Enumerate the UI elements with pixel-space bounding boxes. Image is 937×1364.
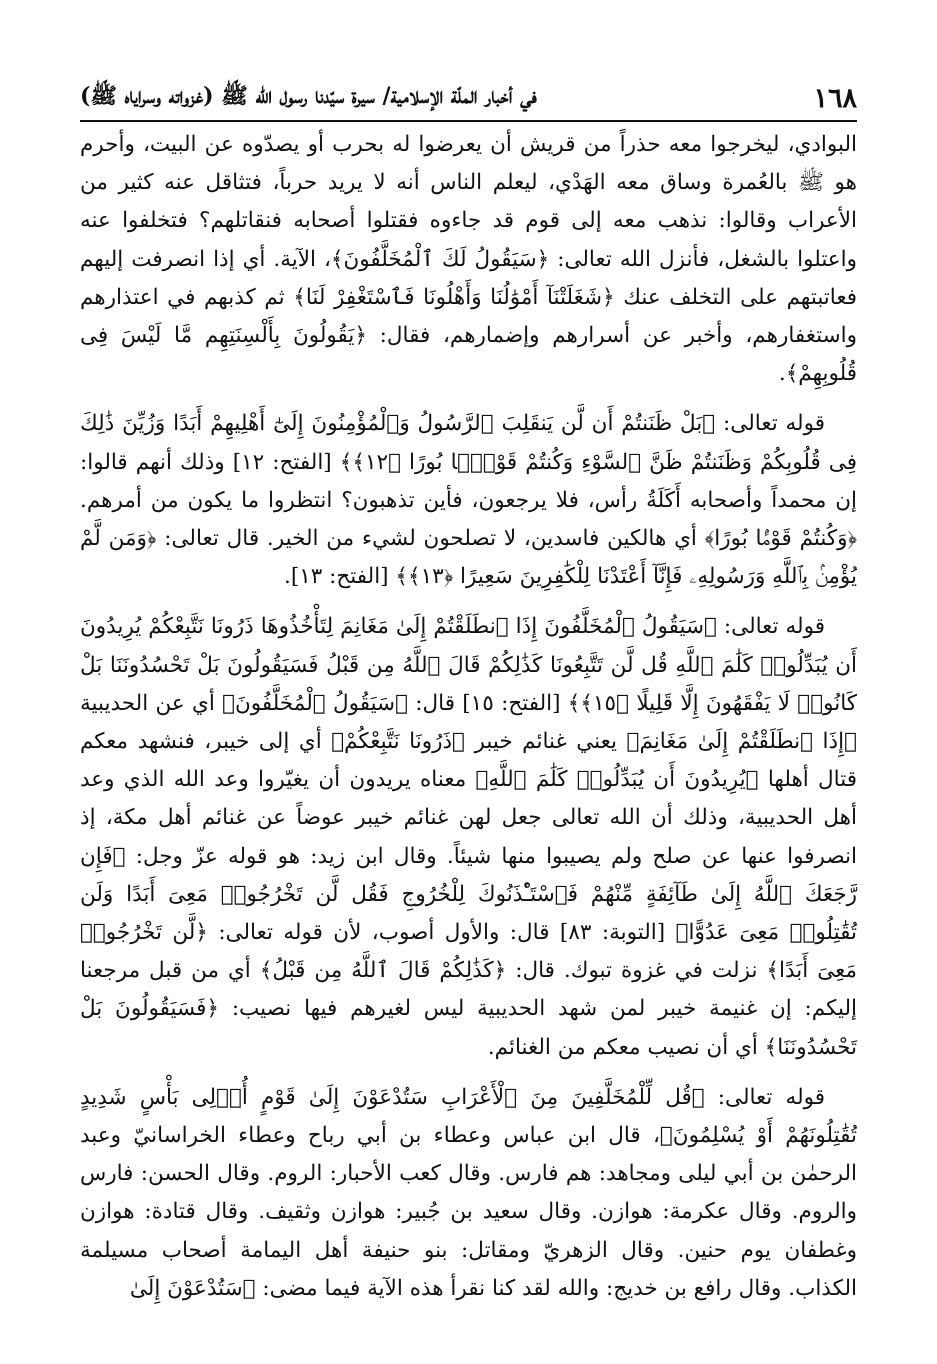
running-title: في أخبار الملّة الإسلامية/ سيرة سيّدنا رسول الله ﷺ (غزواته وسراياه ﷺ) bbox=[80, 83, 537, 109]
paragraph: البوادي، ليخرجوا معه حذراً من قريش أن يعرضوا له بحرب أو يصدّوه عن البيت، وأحرم هو ﷺ بالعُمرة وساق معه الهَدْي، ليعلم الناس أنه لا يريد حرباً، فتثاقل عنه كثير من الأعراب وقالوا: نذهب معه إلى قوم قد جاءوه فقتلوا أصحابه فنقاتلهم؟ فتخلفوا عنه واعتلوا بالشغل، فأنزل الله تعالى: ﴿سَيَقُولُ لَكَ ٱلْمُخَلَّفُونَ﴾، الآية. أي إذا انصرفت إليهم فعاتبتهم على التخلف عنك ﴿شَغَلَتْنَآ أَمْوَٰلُنَا وَأَهْلُونَا فَٱسْتَغْفِرْ لَنَا﴾ ثم كذبهم في اعتذارهم واستغفارهم، وأخبر عن أسرارهم وإضمارهم، فقال: ﴿يَقُولُونَ بِأَلْسِنَتِهِم مَّا لَيْسَ فِى قُلُوبِهِمْ﴾. bbox=[80, 132, 857, 387]
paragraph: قوله تعالى: ﴿قُل لِّلْمُخَلَّفِينَ مِنَ ٱلْأَعْرَابِ سَتُدْعَوْنَ إِلَىٰ قَوْمٍ أُو۟لِى بَأْسٍ شَدِيدٍ تُقَٰتِلُونَهُمْ أَوْ يُسْلِمُونَ﴾، قال ابن عباس وعطاء بن أبي رباح وعطاء الخراسانيّ وعبد الرحمٰن بن أبي ليلى ومجاهد: هم فارس. وقال كعب الأحبار: الروم. وقال الحسن: فارس والروم. وقال عكرمة: هوازن. وقال سعيد بن جُبير: هوازن وثقيف. وقال قتادة: هوازن وغطفان يوم حنين. وقال الزهريّ ومقاتل: بنو حنيفة أهل اليمامة أصحاب مسيلمة الكذاب. وقال رافع بن خديج: والله لقد كنا نقرأ هذه الآية فيما مضى: ﴿سَتُدْعَوْنَ إِلَىٰ bbox=[80, 1084, 857, 1301]
page-header bbox=[80, 72, 857, 122]
paragraph: قوله تعالى: ﴿بَلْ ظَنَنتُمْ أَن لَّن يَنقَلِبَ ٱلرَّسُولُ وَٱلْمُؤْمِنُونَ إِلَىٰٓ أَهْلِيهِمْ أَبَدًا وَزُيِّنَ ذَٰلِكَ فِى قُلُوبِكُمْ وَظَنَنتُمْ ظَنَّ ٱلسَّوْءِ وَكُنتُمْ قَوْمًۢا بُورًا ﴿١٢﴾﴾ [الفتح: ١٢] وذلك أنهم قالوا: إن محمداً وأصحابه أَكَلَةُ رأس، فلا يرجعون، فأين تذهبون؟ انتظروا ما يكون من أمرهم. ﴿وَكُنتُمْ قَوْمًۢا بُورًا﴾ أي هالكين فاسدين، لا تصلحون لشيء من الخير. قال تعالى: ﴿وَمَن لَّمْ يُؤْمِنۢ بِٱللَّهِ وَرَسُولِهِۦ فَإِنَّآ أَعْتَدْنَا لِلْكَٰفِرِينَ سَعِيرًا ﴿١٣﴾﴾ [الفتح: ١٣]. bbox=[80, 411, 857, 590]
page-number: ١٦٨ bbox=[813, 83, 857, 114]
paragraph: قوله تعالى: ﴿سَيَقُولُ ٱلْمُخَلَّفُونَ إِذَا ٱنطَلَقْتُمْ إِلَىٰ مَغَانِمَ لِتَأْخُذُوهَا ذَرُونَا نَتَّبِعْكُمْ يُرِيدُونَ أَن يُبَدِّلُوا۟ كَلَٰمَ ٱللَّهِ قُل لَّن تَتَّبِعُونَا كَذَٰلِكُمْ قَالَ ٱللَّهُ مِن قَبْلُ فَسَيَقُولُونَ بَلْ تَحْسُدُونَنَا بَلْ كَانُوا۟ لَا يَفْقَهُونَ إِلَّا قَلِيلًا ﴿١٥﴾﴾ [الفتح: ١٥] قال: ﴿سَيَقُولُ ٱلْمُخَلَّفُونَ﴾ أي عن الحديبية ﴿إِذَا ٱنطَلَقْتُمْ إِلَىٰ مَغَانِمَ﴾ يعني غنائم خيبر ﴿ذَرُونَا نَتَّبِعْكُمْ﴾ أي إلى خيبر، فنشهد معكم قتال أهلها ﴿يُرِيدُونَ أَن يُبَدِّلُوا۟ كَلَٰمَ ٱللَّهِ﴾ معناه يريدون أن يغيّروا وعد الله الذي وعد أهل الحديبية، وذلك أن الله تعالى جعل لهن غنائم خيبر عوضاً عن غنائم أهل مكة، إذ انصرفوا عنها عن صلح ولم يصيبوا منها شيئاً. وقال ابن زيد: هو قوله عزّ وجل: ﴿فَإِن رَّجَعَكَ ٱللَّهُ إِلَىٰ طَآئِفَةٍ مِّنْهُمْ فَٱسْتَـْٔذَنُوكَ لِلْخُرُوجِ فَقُل لَّن تَخْرُجُوا۟ مَعِىَ أَبَدًا وَلَن تُقَٰتِلُوا۟ مَعِىَ عَدُوًّا﴾ [التوبة: ٨٣] قال: والأول أصوب، لأن قوله تعالى: ﴿لَّن تَخْرُجُوا۟ مَعِىَ أَبَدًا﴾ نزلت في غزوة تبوك. قال: ﴿كَذَٰلِكُمْ قَالَ ٱللَّهُ مِن قَبْلُ﴾ أي من قبل مرجعنا إليكم: إن غنيمة خيبر لمن شهد الحديبية ليس لغيرهم فيها نصيب: ﴿فَسَيَقُولُونَ بَلْ تَحْسُدُونَنَا﴾ أي أن نصيب معكم من الغنائم. bbox=[80, 614, 857, 1060]
page-body bbox=[80, 126, 857, 1320]
